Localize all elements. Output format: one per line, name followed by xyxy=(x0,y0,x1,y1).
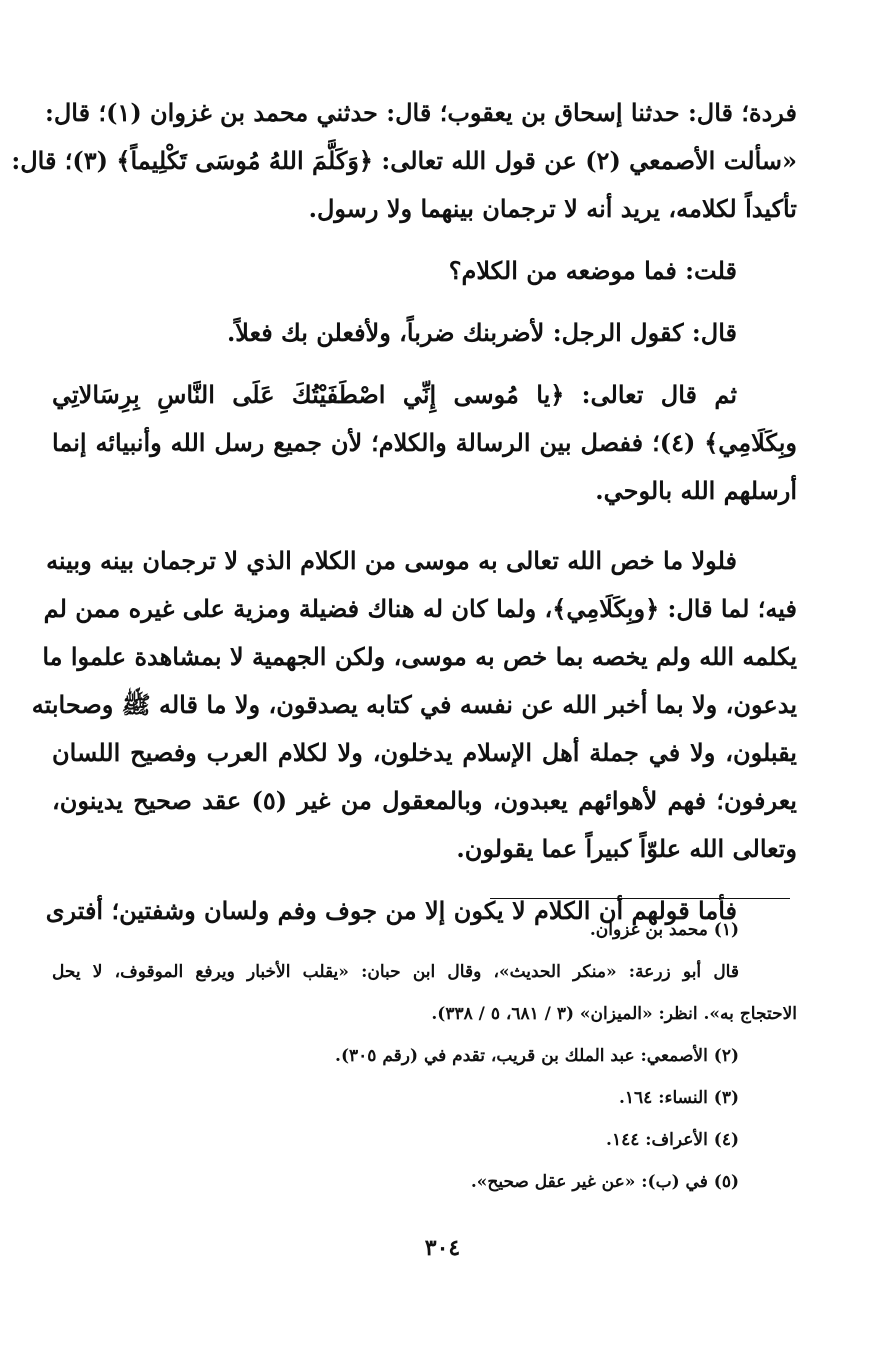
footnote-divider xyxy=(490,898,790,899)
footnote: (٥) في (ب): «عن غير عقل صحيح». xyxy=(470,1172,739,1192)
footnote: قال أبو زرعة: «منكر الحديث»، وقال ابن حبان: «يقلب الأخبار ويرفع الموقوف، لا يحل xyxy=(52,962,739,982)
text-line: يكلمه الله ولم يخصه بما خص به موسى، ولكن الجهمية لا بمشاهدة علموا ما xyxy=(42,642,797,671)
text-line: وبِكَلَامِي﴾ (٤)؛ ففصل بين الرسالة والكلام؛ لأن جميع رسل الله وأنبيائه إنما xyxy=(52,428,798,457)
text-line: يعرفون؛ فهم لأهوائهم يعبدون، وبالمعقول من غير (٥) عقد صحيح يدينون، xyxy=(52,786,797,815)
page-number: ٣٠٤ xyxy=(424,1235,461,1261)
text-line: يدعون، ولا بما أخبر الله عن نفسه في كتابه يصدقون، ولا ما قاله ﷺ وصحابته xyxy=(31,690,797,719)
text-line: قال: كقول الرجل: لأضربنك ضرباً، ولأفعلن بك فعلاً. xyxy=(226,318,737,347)
text-line: «سألت الأصمعي (٢) عن قول الله تعالى: ﴿وَكَلَّمَ اللهُ مُوسَى تَكْلِيماً﴾ (٣)؛ قال: xyxy=(11,146,797,175)
main-text xyxy=(11,98,798,944)
text-line: قلت: فما موضعه من الكلام؟ xyxy=(448,256,737,285)
text-line: ثم قال تعالى: ﴿يا مُوسى إِنِّي اصْطَفَيْتُكَ عَلَى النَّاسِ بِرِسَالاتِي xyxy=(52,380,737,409)
text-line: تأكيداً لكلامه، يريد أنه لا ترجمان بينهما ولا رسول. xyxy=(308,194,797,223)
footnote: (٣) النساء: ١٦٤. xyxy=(618,1088,739,1108)
text-line: فردة؛ قال: حدثنا إسحاق بن يعقوب؛ قال: حدثني محمد بن غزوان (١)؛ قال: xyxy=(45,98,797,127)
footnote: (٤) الأعراف: ١٤٤. xyxy=(606,1130,739,1150)
text-line: فلولا ما خص الله تعالى به موسى من الكلام الذي لا ترجمان بينه وبينه xyxy=(46,546,737,575)
footnote: (٢) الأصمعي: عبد الملك بن قريب، تقدم في (رقم ٣٠٥). xyxy=(335,1046,739,1066)
text-line: وتعالى الله علوّاً كبيراً عما يقولون. xyxy=(456,834,797,863)
footnotes xyxy=(52,918,797,1212)
text-line: فأما قولهم أن الكلام لا يكون إلا من جوف وفم ولسان وشفتين؛ أفترى xyxy=(45,896,737,925)
footnote: الاحتجاج به». انظر: «الميزان» (٣ / ٦٨١، ٥ / ٣٣٨). xyxy=(431,1004,797,1024)
text-line: فيه؛ لما قال: ﴿وبِكَلَامِي﴾، ولما كان له هناك فضيلة ومزية على غيره ممن لم xyxy=(43,594,797,623)
text-line: أرسلهم الله بالوحي. xyxy=(595,476,797,505)
footnote: (١) محمد بن غزوان. xyxy=(589,920,739,940)
text-line: يقبلون، ولا في جملة أهل الإسلام يدخلون، ولا لكلام العرب وفصيح اللسان xyxy=(52,738,797,767)
